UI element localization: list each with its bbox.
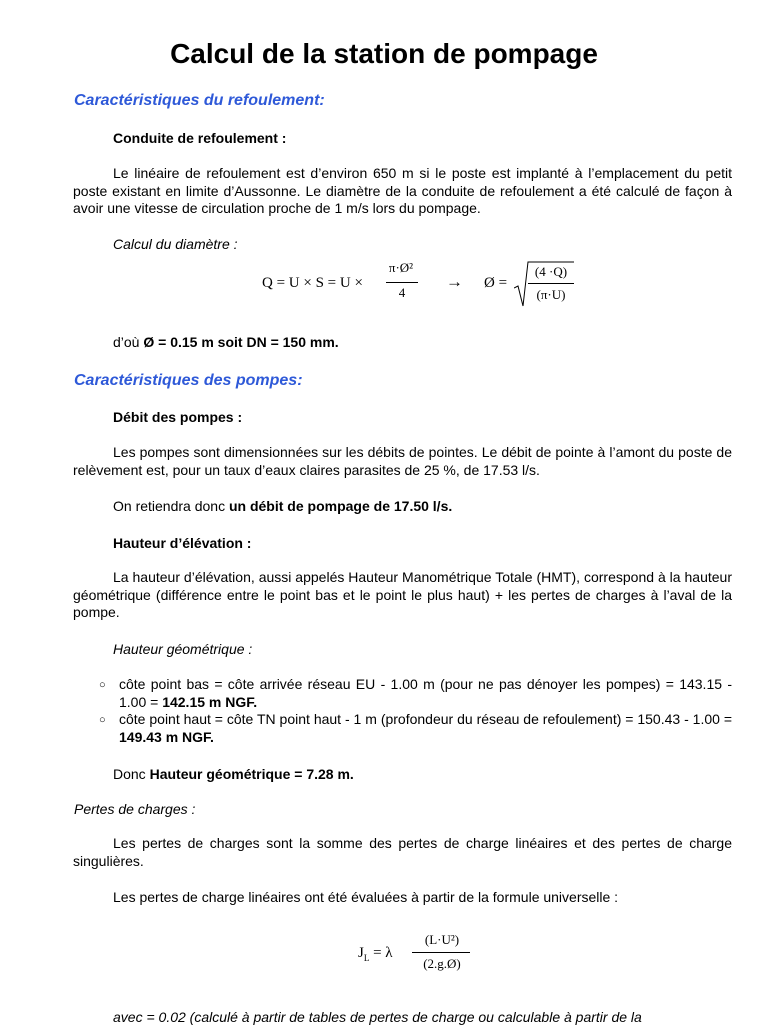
- arrow-icon: →: [446, 272, 463, 291]
- subheading-debit: Débit des pompes :: [113, 409, 243, 425]
- formula-sqrt-bar: [528, 283, 574, 284]
- avec-line: avec = 0.02 (calculé à partir de tables de pertes de charge ou calculable à partir de la: [113, 1009, 642, 1025]
- bullet2-text: côte point haut = côte TN point haut - 1 m (profondeur du réseau de refoulement) = 150.43 - 1.00 =: [119, 711, 732, 727]
- retain-prefix: On retiendra donc: [113, 498, 229, 514]
- paragraph-hauteur: La hauteur d’élévation, aussi appelés Hauteur Manométrique Totale (HMT), correspond à la hauteur géométrique (différence entre le point bas et le point le plus haut) + les pertes de charges à l’aval de la pompe.: [73, 569, 732, 620]
- donc-value: Hauteur géométrique = 7.28 m.: [149, 766, 354, 782]
- bullet-point-haut: [119, 711, 732, 746]
- section-heading-refoulement: Caractéristiques du refoulement:: [74, 92, 325, 109]
- formula-jl: $J_L = \lambda$: [358, 945, 393, 963]
- formula-sqrt-den: (π·U): [536, 287, 566, 302]
- formula-phi: Ø =: [484, 275, 508, 291]
- subheading-conduite: Conduite de refoulement :: [113, 130, 287, 146]
- paragraph-pertes: Les pertes de charges sont la somme des pertes de charge linéaires et des pertes de charge singulières.: [73, 835, 732, 869]
- page-title: Calcul de la station de pompage: [170, 38, 598, 69]
- formula-frac-bar: [386, 282, 418, 283]
- donc-prefix: Donc: [113, 766, 150, 782]
- formula-jl-den: (2.g.Ø): [423, 956, 461, 971]
- lineaires-line: Les pertes de charge linéaires ont été évaluées à partir de la formule universelle :: [113, 889, 619, 905]
- jl-formula: [358, 930, 488, 980]
- formula-jl-num: (L·U²): [424, 932, 460, 947]
- bullet-circle-icon: ○: [99, 679, 106, 691]
- retain-value: un débit de pompage de 17.50 l/s.: [228, 498, 453, 514]
- bullet2-value: 149.43 m NGF.: [119, 728, 214, 745]
- formula-frac-num: π·Ø²: [388, 260, 414, 275]
- formula-q: Q = U × S = U ×: [262, 275, 363, 291]
- geo-label: Hauteur géométrique :: [113, 641, 253, 657]
- calc-diameter-label: Calcul du diamètre :: [113, 236, 238, 252]
- paragraph-conduite: Le linéaire de refoulement est d’environ 650 m si le poste est implanté à l’emplacement du petit poste existant en limite d’Aussonne. Le diamètre de la conduite de refoulement a été calculé de façon à avoir une vitesse de circulation proche de 1 m/s lors du pompage.: [73, 165, 732, 216]
- geo-height-result: [113, 765, 354, 783]
- bullet1-value: 142.15 m NGF.: [162, 693, 258, 710]
- result-value: Ø = 0.15 m soit DN = 150 mm.: [143, 334, 339, 350]
- pertes-label: Pertes de charges :: [74, 801, 196, 817]
- bullet1-text: côte point bas = côte arrivée réseau EU - 1.00 m (pour ne pas dénoyer les pompes) = 143.15 - 1.00 =: [119, 676, 732, 710]
- bullet-circle-icon: ○: [99, 714, 106, 726]
- formula-frac-den: 4: [398, 285, 406, 300]
- diameter-formula: [262, 258, 582, 314]
- formula-sqrt-num: (4 ·Q): [534, 264, 568, 279]
- retained-flow: [113, 497, 452, 515]
- formula-jl-bar: [412, 952, 470, 953]
- subheading-hauteur: Hauteur d’élévation :: [113, 535, 252, 551]
- bullet-point-bas: [119, 676, 732, 711]
- section-heading-pompes: Caractéristiques des pompes:: [74, 372, 303, 389]
- result-prefix: d’où: [113, 334, 144, 350]
- paragraph-debit: Les pompes sont dimensionnées sur les débits de pointes. Le débit de pointe à l’amont du poste de relèvement est, pour un taux d’eaux claires parasites de 25 %, de 17.53 l/s.: [73, 444, 732, 478]
- diameter-result: [113, 333, 339, 351]
